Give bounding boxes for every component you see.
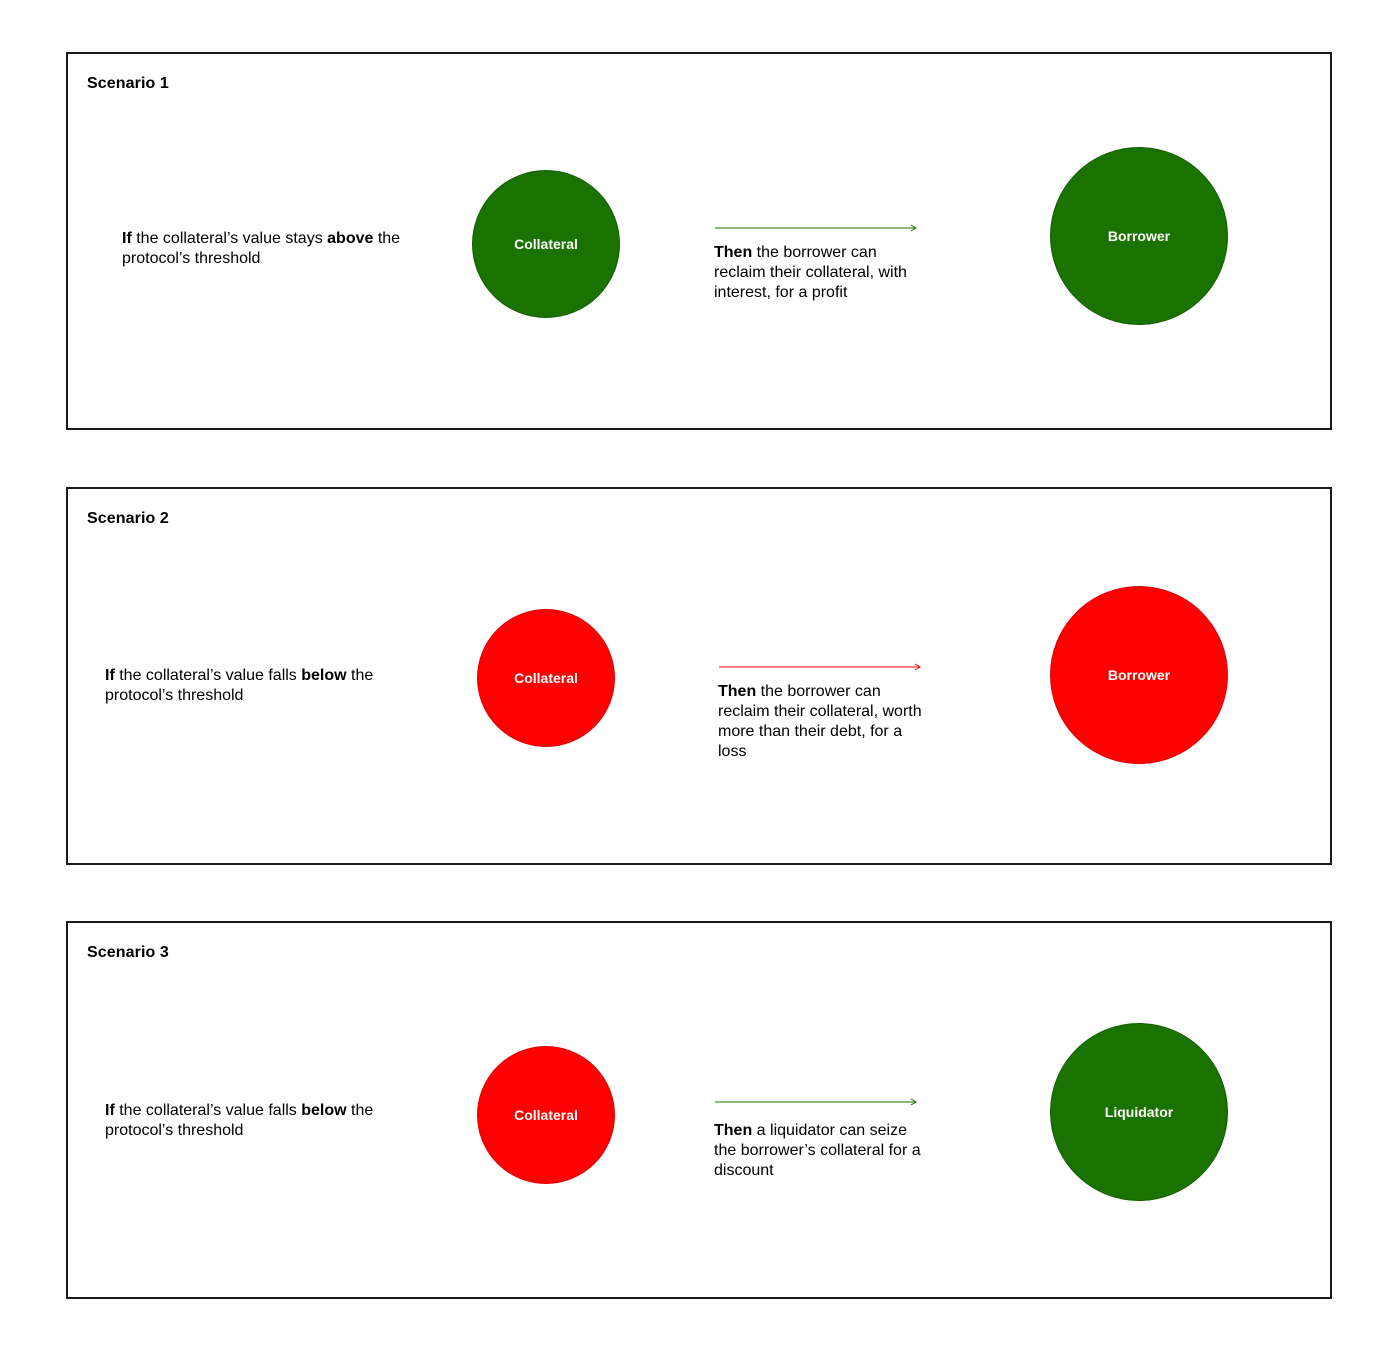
condition-keyword: below [301,667,347,684]
collateral-node-label: Collateral [514,670,578,686]
result-text [714,243,929,303]
result-prefix: Then [718,683,757,700]
collateral-node-label: Collateral [514,236,578,252]
scenario-3-panel [66,921,1332,1299]
collateral-node [472,170,620,318]
scenario-1-panel [66,52,1332,430]
scenario-2-panel [66,487,1332,865]
arrow-connector [715,223,919,233]
borrower-node-label: Borrower [1107,667,1171,683]
condition-suffix: the protocol’s threshold [105,667,374,704]
borrower-node [1050,586,1228,764]
result-rest: the borrower can reclaim their collateral, worth more than their debt, for a loss [718,683,922,760]
collateral-node-label: Collateral [514,1107,578,1123]
condition-keyword: above [327,230,374,247]
condition-text [122,229,452,269]
result-text [718,682,933,762]
scenario-title: Scenario 1 [87,75,169,92]
result-prefix: Then [714,244,753,261]
arrow-connector [715,1097,919,1107]
scenario-title: Scenario 3 [87,944,169,961]
condition-suffix: the protocol’s threshold [105,1102,374,1139]
condition-prefix: If [122,230,132,247]
condition-keyword: below [301,1102,347,1119]
scenario-title: Scenario 2 [87,510,169,527]
condition-prefix: If [105,667,115,684]
condition-mid: the collateral’s value falls [114,1102,302,1119]
arrow-connector [719,662,923,672]
condition-mid: the collateral’s value stays [131,230,328,247]
condition-suffix: the protocol’s threshold [122,230,401,267]
condition-text [105,1101,435,1141]
liquidator-node-label: Liquidator [1104,1104,1174,1120]
result-rest: a liquidator can seize the borrower’s collateral for a discount [714,1122,921,1179]
condition-prefix: If [105,1102,115,1119]
collateral-node [477,1046,615,1184]
borrower-node [1050,147,1228,325]
result-prefix: Then [714,1122,753,1139]
result-rest: the borrower can reclaim their collateral, with interest, for a profit [714,244,907,301]
condition-mid: the collateral’s value falls [114,667,302,684]
liquidator-node [1050,1023,1228,1201]
result-text [714,1121,929,1181]
collateral-node [477,609,615,747]
borrower-node-label: Borrower [1107,228,1171,244]
condition-text [105,666,435,706]
